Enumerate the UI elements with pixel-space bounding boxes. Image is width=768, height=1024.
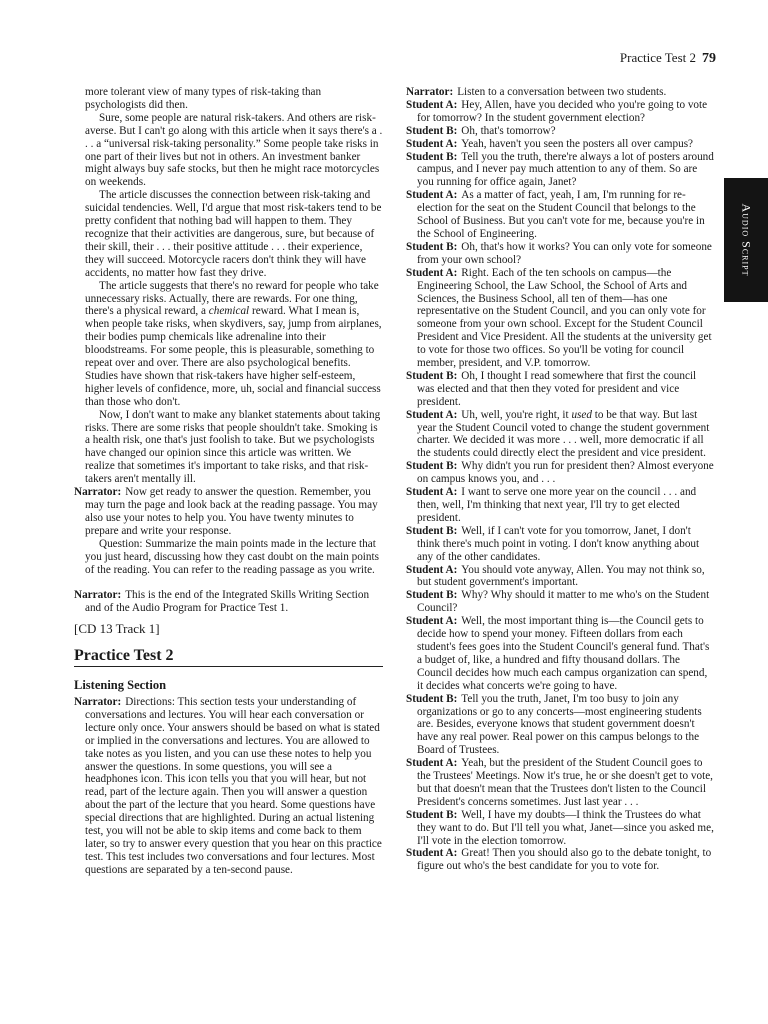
narrator-entry — [74, 589, 383, 615]
speech-text: Well, if I can't vote for you tomorrow, Janet, I don't think there's much point in voting. I don't know anything about any of the other candidates. — [417, 524, 700, 563]
speaker-label: Student B: — [406, 240, 458, 253]
speech-text: Oh, that's tomorrow? — [461, 124, 556, 137]
cd-track-label: [CD 13 Track 1] — [74, 621, 160, 637]
speech-text: Oh, I thought I read somewhere that first the council was elected and that then they voted for president and vice president. — [417, 369, 697, 408]
speaker-label: Narrator: — [74, 695, 122, 708]
emphasis-text: chemical — [208, 305, 250, 318]
spacer — [74, 576, 383, 589]
speaker-label: Student B: — [406, 589, 458, 602]
paragraph — [74, 280, 383, 409]
header-title: Practice Test 2 — [619, 50, 696, 65]
speaker-label: Narrator: — [74, 486, 122, 499]
speech-text: Why didn't you run for president then? Almost everyone on campus knows you, and . . . — [417, 460, 714, 486]
dialogue-entry — [406, 86, 716, 99]
speaker-label: Student A: — [406, 408, 458, 421]
speaker-label: Student B: — [406, 460, 458, 473]
speech-text: Well, the most important thing is—the Council gets to decide how to spend your money. Fifteen dollars from each student's fees goes into the Student Council's general fund. That's a budget of, like, a hundred and fifty thousand dollars. The Council decides how much each campus organization can spend, it decides what concerts we're going to have. — [417, 615, 710, 692]
dialogue-entry — [406, 525, 716, 564]
dialogue-entry — [406, 99, 716, 125]
speech-text: Directions: This section tests your understanding of conversations and lectures. You will hear each conversation or lecture only once. Your answers should be based on what is stated or implied in the conversations and lectures. You are allowed to take notes as you listen, and you can use these notes to help you answer the questions. In some questions, you will see a headphones icon. This icon tells you that you will hear, but not read, part of the lecture again. Then you will answer a question about the part of the lecture that you heard. Some questions have special directions that are highlighted. During an actual listening test, you will not be able to skip items and come back to them later, so try to answer every question that you hear on this practice test. This test includes two conversations and four lectures. Most questions are separated by a ten-second pause. — [85, 695, 382, 876]
text-run: reward. What I mean is, when people take risks, when skydivers, say, jump from airplanes, their bodies pump chemicals like adrenaline into their bloodstreams. For some people, this is pleasurable, something to repeat over and over. There are also psychological benefits. Studies have shown that risk-takers have higher self-esteem, higher levels of confidence, more, uh, social and financial success than those who don't. — [85, 305, 382, 408]
speech-text: Hey, Allen, have you decided who you're going to vote for tomorrow? In the student government election? — [417, 98, 708, 124]
speech-text: Well, I have my doubts—I think the Trustees do what they want to do. But I'll tell you what, Janet—since you asked me, I'll vote in the election tomorrow. — [417, 808, 714, 847]
dialogue-entry — [406, 615, 716, 692]
speaker-label: Narrator: — [74, 589, 122, 602]
speaker-label: Student B: — [406, 369, 458, 382]
speaker-label: Narrator: — [406, 86, 454, 98]
speech-text: I want to serve one more year on the council . . . and then, well, I'm thinking that next year, I'll try to get elected president. — [417, 486, 697, 524]
section-title: Practice Test 2 — [74, 650, 383, 667]
speaker-label: Student A: — [406, 137, 458, 150]
dialogue-entry — [406, 809, 716, 848]
dialogue-entry — [406, 151, 716, 190]
speech-text: Yeah, haven't you seen the posters all over campus? — [461, 137, 694, 150]
running-header — [620, 50, 716, 67]
speaker-label: Student A: — [406, 757, 458, 770]
paragraph: Now, I don't want to make any blanket statements about taking risks. There are some risks that people shouldn't take. Smoking is a health risk, one that's just foolish to take. But we psychologists have changed our opinion since this article was written. We realize that sometimes it's important to take risks, and that risk-takers aren't mentally ill. — [85, 408, 381, 486]
speaker-label: Student B: — [406, 124, 458, 137]
dialogue-entry — [406, 757, 716, 809]
side-tab-label: Audio Script — [739, 203, 754, 277]
question-text: Question: Summarize the main points made in the lecture that you just heard, discussing how they cast doubt on the main points of the reading. You can refer to the reading passage as you write. — [85, 537, 379, 576]
paragraph: Sure, some people are natural risk-takers. And others are risk-averse. But I can't go along with this article when it says there's a . . . a “universal risk-taking personality.” Some people take risks in one part of their lives but not in others. An investment banker might always buy safe stocks, but then he might race motorcycles on weekends. — [85, 111, 383, 189]
dialogue-entry — [406, 267, 716, 370]
speaker-label: Student A: — [406, 189, 458, 202]
speech-text: Oh, that's how it works? You can only vote for someone from your own school? — [417, 240, 712, 266]
speech-text: Yeah, but the president of the Student Council goes to the Trustees' Meetings. Now it's true, he or she doesn't get to vote, but that doesn't mean that the Trustees don't listen to the Council President's concerns sometimes. Just last year . . . — [417, 757, 713, 808]
dialogue-entry — [406, 847, 716, 873]
audio-script-tab — [724, 178, 768, 302]
dialogue-entry — [406, 486, 716, 525]
speech-text: Tell you the truth, there're always a lot of posters around campus, and I never pay much attention to any of them. So are you running for office again, Janet? — [417, 150, 714, 189]
speaker-label: Student B: — [406, 692, 458, 705]
speaker-label: Student A: — [406, 615, 458, 628]
dialogue-entry — [406, 125, 716, 138]
emphasis-text: used — [571, 408, 592, 421]
speaker-label: Student A: — [406, 847, 458, 860]
speaker-label: Student B: — [406, 150, 458, 163]
speech-text: Why? Why should it matter to me who's on the Student Council? — [417, 589, 710, 615]
paragraph: more tolerant view of many types of risk-taking than psychologists did then. — [85, 86, 322, 111]
speech-text: Tell you the truth, Janet, I'm too busy to join any organizations or go to any concerts—most engineering students are. Besides, everyone knows that student government doesn't have any real power. Real power on this campus belongs to the Board of Trustees. — [417, 692, 702, 757]
dialogue-entry — [406, 409, 716, 461]
paragraph: The article discusses the connection between risk-taking and suicidal tendencies. Well, I'd argue that most risk-takers tend to be pretty confident that nothing bad will happen to them. They recognize that their activities are dangerous, sure, but because of their skill, their . . . their positive attitude . . . their experience, they will succeed. Motorcycle racers don't think they will have accidents, no matter how fast they drive. — [85, 189, 382, 279]
speaker-label: Student A: — [406, 98, 458, 111]
narrator-entry — [74, 486, 383, 538]
text-run: The article suggests that there's no reward for people who take unnecessary risks. Actually, there are rewards. For one thing, there's a physical reward, a — [85, 279, 379, 318]
dialogue-entry — [406, 693, 716, 758]
speaker-label: Student A: — [406, 266, 458, 279]
speaker-label: Student B: — [406, 808, 458, 821]
narrator-entry — [74, 696, 383, 877]
subsection-title: Listening Section — [74, 678, 167, 693]
speech-text: Listen to a conversation between two students. — [457, 86, 667, 98]
left-column — [74, 86, 383, 877]
speech-text: As a matter of fact, yeah, I am, I'm running for re-election for the seat on the Student Council that belongs to the School of Business. But you can't vote for me, because you're in the School of Engineering. — [417, 189, 705, 240]
dialogue-entry — [406, 460, 716, 486]
page-number: 79 — [702, 51, 716, 66]
dialogue-entry — [406, 589, 716, 615]
right-column — [406, 86, 716, 873]
dialogue-entry — [406, 189, 716, 241]
text-run: Uh, well, you're right, it — [461, 408, 572, 421]
speech-text: You should vote anyway, Allen. You may not think so, but student government's important. — [417, 563, 705, 589]
dialogue-entry — [406, 138, 716, 151]
speaker-label: Student B: — [406, 524, 458, 537]
dialogue-entry — [406, 370, 716, 409]
speech-text: Now get ready to answer the question. Remember, you may turn the page and look back at the reading passage. You may also use your notes to help you. You have twenty minutes to prepare and write your response. — [85, 486, 378, 537]
dialogue-entry — [406, 564, 716, 590]
speech-text: to be that way. But last year the Student Council voted to change the student government charter. We decided it was more . . . well, more democratic if all the students could directly elect the president and vice president. — [417, 408, 710, 460]
speech-text: Great! Then you should also go to the debate tonight, to figure out who's the best candidate for you to vote for. — [417, 847, 712, 873]
speech-text: This is the end of the Integrated Skills Writing Section and of the Audio Program for Practice Test 1. — [85, 589, 370, 615]
speaker-label: Student A: — [406, 486, 458, 499]
speaker-label: Student A: — [406, 563, 458, 576]
dialogue-entry — [406, 241, 716, 267]
speech-text: Right. Each of the ten schools on campus—the Engineering School, the Law School, the School of Arts and Sciences, the Business School, all ten of them—has one representative on the Student Council, and you can only vote for someone from your own school. Except for the Student Council President and Vice President. All the students at the university get to vote for those two offices. So you'll be voting for council member, president, and V.P. tomorrow. — [417, 266, 712, 370]
